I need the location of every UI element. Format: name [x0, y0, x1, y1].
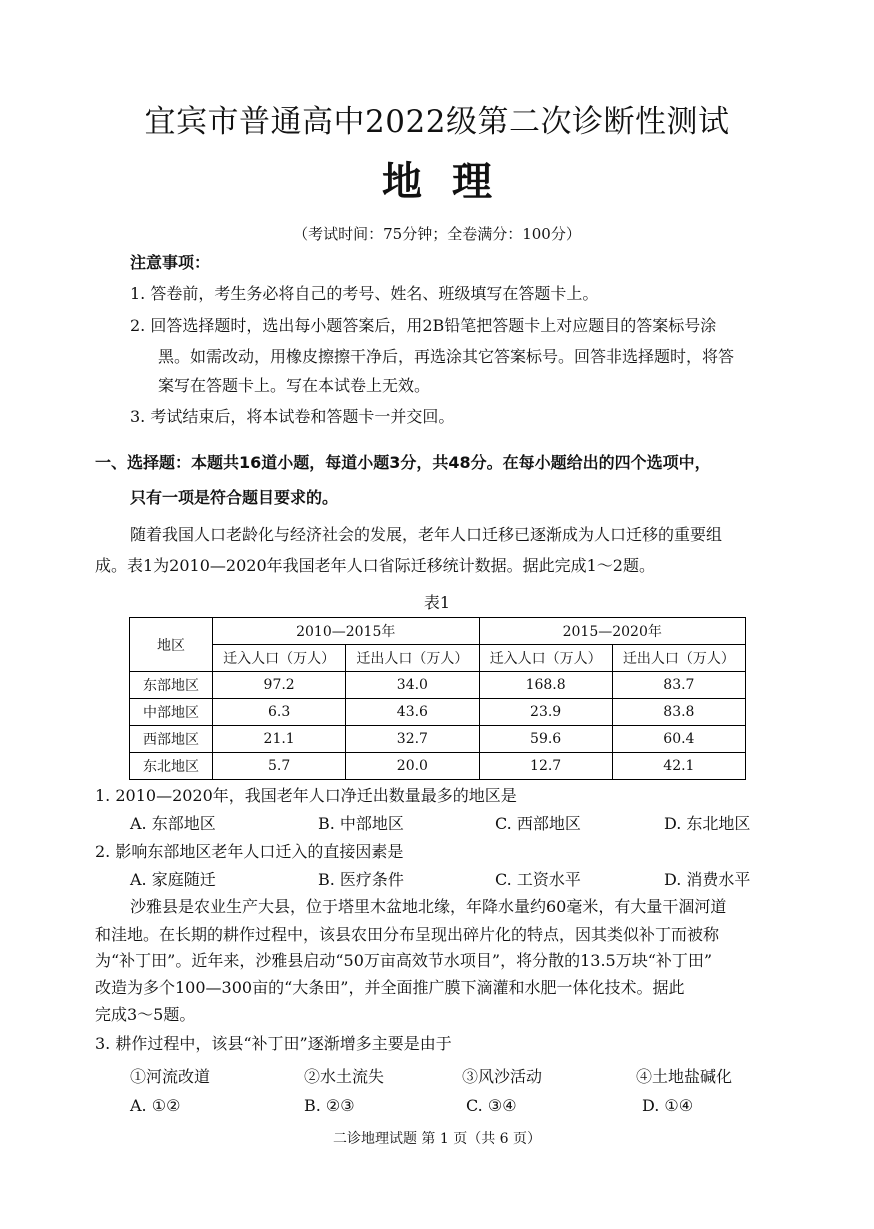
table-cell: 5.7	[213, 753, 346, 780]
question-3-option-a: A. ①②	[130, 1096, 181, 1115]
table-cell: 42.1	[612, 753, 745, 780]
question-3-choice: ②水土流失	[304, 1067, 385, 1086]
table-cell: 东北地区	[130, 753, 213, 780]
table-header-in: 迁入人口（万人）	[479, 645, 612, 672]
question-3-choice: ③风沙活动	[462, 1067, 543, 1086]
table-cell: 12.7	[479, 753, 612, 780]
table-row	[130, 726, 746, 753]
table-cell: 23.9	[479, 699, 612, 726]
question-2-option-c: C. 工资水平	[495, 870, 581, 889]
table-cell: 168.8	[479, 672, 612, 699]
table-row	[130, 699, 746, 726]
table-cell: 21.1	[213, 726, 346, 753]
question-2-option-d: D. 消费水平	[664, 870, 751, 889]
table-cell: 60.4	[612, 726, 745, 753]
table-cell: 34.0	[346, 672, 479, 699]
table-cell: 32.7	[346, 726, 479, 753]
passage-line: 随着我国人口老龄化与经济社会的发展，老年人口迁移已逐渐成为人口迁移的重要组	[130, 525, 723, 544]
question-3-stem: 3. 耕作过程中，该县“补丁田”逐渐增多主要是由于	[95, 1034, 452, 1053]
question-1-option-c: C. 西部地区	[495, 814, 581, 833]
question-2-stem: 2. 影响东部地区老年人口迁入的直接因素是	[95, 842, 404, 861]
table-cell: 97.2	[213, 672, 346, 699]
table-cell: 东部地区	[130, 672, 213, 699]
exam-title: 宜宾市普通高中2022级第二次诊断性测试	[144, 104, 730, 140]
table-header-in: 迁入人口（万人）	[213, 645, 346, 672]
passage-line: 改造为多个100—300亩的“大条田”，并全面推广膜下滴灌和水肥一体化技术。据此	[95, 978, 685, 997]
exam-info: （考试时间：75分钟；全卷满分：100分）	[293, 225, 581, 243]
question-1-stem: 1. 2010—2020年，我国老年人口净迁出数量最多的地区是	[95, 786, 517, 805]
table-cell: 20.0	[346, 753, 479, 780]
migration-table	[129, 617, 746, 780]
question-2-option-b: B. 医疗条件	[318, 870, 404, 889]
question-1-option-a: A. 东部地区	[130, 814, 216, 833]
question-3-option-d: D. ①④	[642, 1096, 694, 1115]
section-heading: 一、选择题：本题共16道小题，每道小题3分，共48分。在每小题给出的四个选项中，	[95, 453, 711, 472]
question-1-option-d: D. 东北地区	[664, 814, 751, 833]
table-cell: 59.6	[479, 726, 612, 753]
section-heading-cont: 只有一项是符合题目要求的。	[130, 488, 339, 507]
table-header-period: 2015—2020年	[479, 618, 746, 645]
table-cell: 西部地区	[130, 726, 213, 753]
question-3-choice: ④土地盐碱化	[636, 1067, 733, 1086]
page-footer: 二诊地理试题 第 1 页（共 6 页）	[332, 1131, 542, 1147]
question-2-option-a: A. 家庭随迁	[130, 870, 216, 889]
table-cell: 43.6	[346, 699, 479, 726]
table-cell: 6.3	[213, 699, 346, 726]
question-3-option-c: C. ③④	[466, 1096, 517, 1115]
note-item: 1. 答卷前，考生务必将自己的考号、姓名、班级填写在答题卡上。	[130, 284, 599, 303]
question-3-option-b: B. ②③	[304, 1096, 355, 1115]
table-cell: 83.8	[612, 699, 745, 726]
table-header-out: 迁出人口（万人）	[612, 645, 745, 672]
note-item: 黑。如需改动，用橡皮擦擦干净后，再选涂其它答案标号。回答非选择题时，将答	[158, 347, 735, 366]
question-3-choice: ①河流改道	[130, 1067, 211, 1086]
table-header-out: 迁出人口（万人）	[346, 645, 479, 672]
note-item: 案写在答题卡上。写在本试卷上无效。	[158, 376, 431, 395]
note-item: 3. 考试结束后，将本试卷和答题卡一并交回。	[130, 407, 455, 426]
table-row	[130, 672, 746, 699]
passage-line: 完成3～5题。	[95, 1005, 196, 1024]
table-cell: 83.7	[612, 672, 745, 699]
passage-line: 沙雅县是农业生产大县，位于塔里木盆地北缘，年降水量约60毫米，有大量干涸河道	[130, 897, 727, 916]
subject-title: 地理	[382, 159, 522, 205]
table-caption: 表1	[423, 593, 451, 612]
table-cell: 中部地区	[130, 699, 213, 726]
question-1-option-b: B. 中部地区	[318, 814, 404, 833]
notes-heading: 注意事项：	[130, 253, 211, 272]
passage-line: 和洼地。在长期的耕作过程中，该县农田分布呈现出碎片化的特点，因其类似补丁而被称	[95, 925, 720, 944]
passage-line: 成。表1为2010—2020年我国老年人口省际迁移统计数据。据此完成1～2题。	[95, 556, 655, 575]
passage-line: 为“补丁田”。近年来，沙雅县启动“50万亩高效节水项目”，将分散的13.5万块“补丁田”	[95, 951, 713, 970]
table-row	[130, 753, 746, 780]
note-item: 2. 回答选择题时，选出每小题答案后，用2B铅笔把答题卡上对应题目的答案标号涂	[130, 316, 717, 335]
table-header-period: 2010—2015年	[213, 618, 480, 645]
table-header-region: 地区	[130, 618, 213, 672]
